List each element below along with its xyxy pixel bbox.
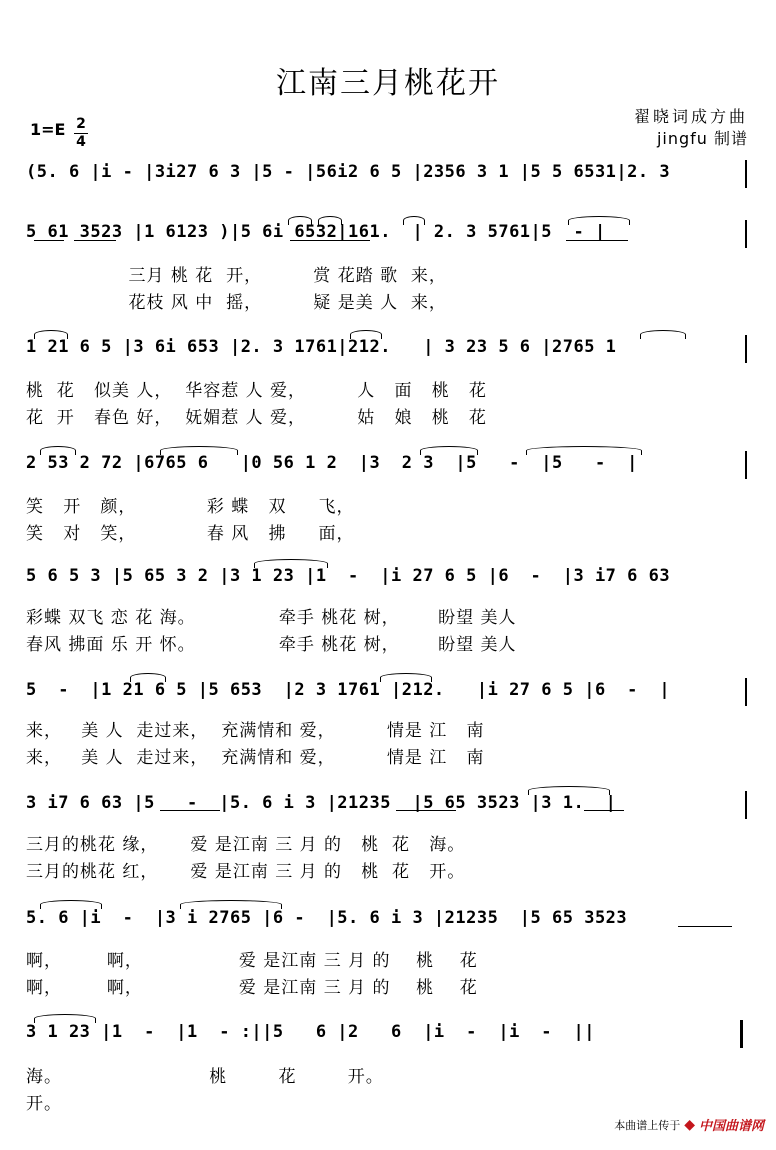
upload-text: 本曲谱上传于 [614, 1118, 681, 1132]
underline-mark [678, 926, 732, 927]
staff-9-lyrics-verse-2: 开。 [26, 1094, 62, 1114]
arranger-credit: jingfu 制谱 [656, 129, 748, 148]
underline-mark [584, 810, 624, 811]
staff-6-lyrics-verse-1: 来， 美 人 走过来， 充满情和 爱， 情是 江 南 [26, 721, 485, 741]
staff-4-notes: 2 53 2 72 |6765 6 |0 56 1 2 |3 2 3 |5 - |5 - | [26, 453, 638, 473]
slur-mark [350, 330, 382, 339]
slur-mark [34, 330, 68, 339]
key-signature: 1=E [30, 120, 66, 139]
staff-1-notes: (5. 6 |i - |3i27 6 3 |5 - |56i2 6 5 |2356 3 1 |5 5 6531|2. 3 [26, 162, 671, 182]
slur-mark [568, 216, 630, 225]
footer-watermark [614, 1115, 764, 1134]
slur-mark [318, 216, 342, 225]
staff-6-lyrics-verse-2: 来， 美 人 走过来， 充满情和 爱， 情是 江 南 [26, 748, 485, 768]
site-logo-icon: ◆ [684, 1116, 695, 1133]
staff-5-lyrics-verse-1: 彩蝶 双飞 恋 花 海。 牵手 桃花 树， 盼望 美人 [26, 608, 517, 628]
slur-mark [288, 216, 312, 225]
staff-5-notes: 5 6 5 3 |5 65 3 2 |3 1 23 |1 - |i 27 6 5 |6 - |3 i7 6 63 [26, 566, 671, 586]
staff-6-notes: 5 - |1 21 6 5 |5 653 |2 3 1761 |212. |i 27 6 5 |6 - | [26, 680, 671, 700]
staff-4-lyrics-verse-2: 笑 对 笑， 春 风 拂 面， [26, 524, 355, 544]
staff-3-notes: 1 21 6 5 |3 6i 653 |2. 3 1761|212. | 3 23 5 6 |2765 1 [26, 337, 617, 357]
underline-mark [34, 240, 64, 241]
barline [745, 678, 747, 706]
staff-9-lyrics-verse-1: 海。 桃 花 开。 [26, 1067, 384, 1087]
slur-mark [34, 1014, 96, 1023]
staff-7-lyrics-verse-2: 三月的桃花 红， 爱 是江南 三 月 的 桃 花 开。 [26, 862, 466, 882]
meter-bottom: 4 [76, 134, 86, 150]
underline-mark [290, 240, 370, 241]
staff-9-notes: 3 1 23 |1 - |1 - :||5 6 |2 6 |i - |i - || [26, 1022, 595, 1042]
staff-7-lyrics-verse-1: 三月的桃花 缘， 爱 是江南 三 月 的 桃 花 海。 [26, 835, 466, 855]
barline [745, 220, 747, 248]
staff-5-lyrics-verse-2: 春风 拂面 乐 开 怀。 牵手 桃花 树， 盼望 美人 [26, 635, 517, 655]
slur-mark [403, 216, 425, 225]
staff-7-notes: 3 i7 6 63 |5 - |5. 6 i 3 |21235 |5 65 3523 |3 1. | [26, 793, 617, 813]
underline-mark [566, 240, 628, 241]
slur-mark [526, 446, 642, 455]
staff-3-lyrics-verse-1: 桃 花 似美 人， 华容惹 人 爱， 人 面 桃 花 [26, 381, 487, 401]
barline [745, 160, 747, 188]
staff-8-lyrics-verse-2: 啊， 啊， 爱 是江南 三 月 的 桃 花 [26, 978, 478, 998]
meter-top: 2 [76, 116, 86, 132]
composer-credit: 翟晓词成方曲 [633, 107, 748, 126]
slur-mark [130, 673, 166, 682]
slur-mark [40, 900, 102, 909]
slur-mark [528, 786, 610, 795]
staff-8-lyrics-verse-1: 啊， 啊， 爱 是江南 三 月 的 桃 花 [26, 951, 478, 971]
slur-mark [254, 559, 328, 568]
time-signature [74, 117, 88, 150]
underline-mark [396, 810, 456, 811]
song-title: 江南三月桃花开 [276, 66, 500, 101]
underline-mark [74, 240, 116, 241]
staff-2-lyrics-verse-1: 三月 桃 花 开， 赏 花踏 歌 来， [26, 266, 447, 286]
staff-8-notes: 5. 6 |i - |3 i 2765 |6 - |5. 6 i 3 |21235 |5 65 3523 [26, 908, 628, 928]
barline [745, 335, 747, 363]
slur-mark [160, 446, 238, 455]
site-brand[interactable]: 中国曲谱网 [698, 1119, 764, 1134]
staff-4-lyrics-verse-1: 笑 开 颜， 彩 蝶 双 飞， [26, 497, 355, 517]
staff-2-notes: 5 61 3523 |1 6123 )|5 6i 6532|161. | 2. 3 5761|5 - | [26, 222, 606, 242]
slur-mark [40, 446, 76, 455]
final-barline [740, 1020, 743, 1048]
staff-3-lyrics-verse-2: 花 开 春色 好， 妩媚惹 人 爱， 姑 娘 桃 花 [26, 408, 487, 428]
slur-mark [380, 673, 432, 682]
barline [745, 451, 747, 479]
slur-mark [640, 330, 686, 339]
underline-mark [160, 810, 220, 811]
barline [745, 791, 747, 819]
staff-2-lyrics-verse-2: 花枝 风 中 摇， 疑 是美 人 来， [26, 293, 447, 313]
slur-mark [180, 900, 282, 909]
slur-mark [420, 446, 478, 455]
